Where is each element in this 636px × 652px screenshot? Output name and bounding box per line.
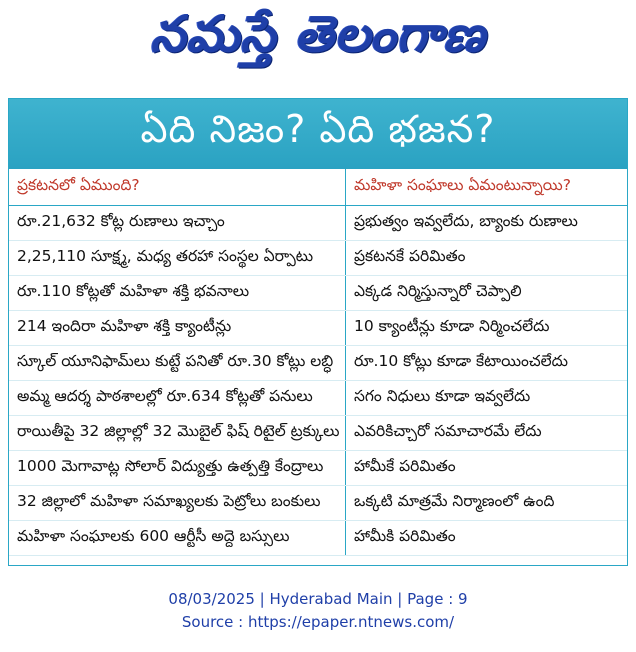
column-header-claims: ప్రకటనలో ఏముంది? — [9, 169, 346, 205]
comparison-table — [9, 169, 627, 556]
claim-cell: రూ.110 కోట్లతో మహిళా శక్తి భవనాలు — [9, 276, 346, 310]
response-cell: ప్రకటనకే పరిమితం — [354, 247, 466, 265]
response-cell: హామీకే పరిమితం — [354, 457, 456, 475]
table-row — [9, 451, 627, 486]
claim-cell: మహిళా సంఘాలకు 600 ఆర్టీసీ అద్దె బస్సులు — [9, 521, 346, 555]
response-cell: ఒక్కటి మాత్రమే నిర్మాణంలో ఉంది — [354, 492, 555, 510]
response-cell: హామీకి పరిమితం — [354, 527, 456, 545]
response-cell: ప్రభుత్వం ఇవ్వలేదు, బ్యాంకు రుణాలు — [354, 212, 578, 230]
table-row — [9, 346, 627, 381]
banner-title: ఏది నిజం? ఏది భజన? — [140, 107, 496, 151]
newspaper-logo: నమస్తే తెలంగాణ — [150, 4, 486, 63]
column-header-response: మహిళా సంఘాలు ఏమంటున్నాయి? — [354, 176, 571, 194]
table-row — [9, 381, 627, 416]
response-cell: రూ.10 కోట్లు కూడా కేటాయించలేదు — [354, 352, 568, 370]
claim-cell: 32 జిల్లాలో మహిళా సమాఖ్యలకు పెట్రోలు బంకులు — [9, 486, 346, 520]
claim-cell: 1000 మెగావాట్ల సోలార్ విద్యుత్తు ఉత్పత్తి కేంద్రాలు — [9, 451, 346, 485]
table-row — [9, 486, 627, 521]
masthead — [0, 0, 636, 80]
claim-cell: 2,25,110 సూక్ష్మ, మధ్య తరహా సంస్థల ఏర్పాటు — [9, 241, 346, 275]
response-cell: 10 క్యాంటీన్లు కూడా నిర్మించలేదు — [354, 317, 550, 335]
claim-cell: అమ్మ ఆదర్శ పాఠశాలల్లో రూ.634 కోట్లతో పనులు — [9, 381, 346, 415]
table-row — [9, 241, 627, 276]
table-row — [9, 311, 627, 346]
comparison-card — [8, 98, 628, 566]
table-body — [9, 206, 627, 556]
response-cell: సగం నిధులు కూడా ఇవ్వలేదు — [354, 387, 531, 405]
table-row — [9, 521, 627, 556]
banner — [9, 99, 627, 169]
table-row — [9, 276, 627, 311]
claim-cell: 214 ఇందిరా మహిళా శక్తి క్యాంటీన్లు — [9, 311, 346, 345]
footer-source: Source : https://epaper.ntnews.com/ — [181, 613, 455, 631]
footer-date-edition: 08/03/2025 | Hyderabad Main | Page : 9 — [168, 590, 468, 608]
claim-cell: స్కూల్ యూనిఫామ్‌లు కుట్టే పనితో రూ.30 కోట్లు లబ్ధి — [9, 346, 346, 380]
response-cell: ఎక్కడ నిర్మిస్తున్నారో చెప్పాలి — [354, 282, 522, 300]
table-row — [9, 416, 627, 451]
claim-cell: రూ.21,632 కోట్ల రుణాలు ఇచ్చాం — [9, 206, 346, 240]
claim-cell: రాయితీపై 32 జిల్లాల్లో 32 మొబైల్ ఫిష్ రిటైల్ ట్రక్కులు — [9, 416, 346, 450]
response-cell: ఎవరికిచ్చారో సమాచారమే లేదు — [354, 422, 542, 440]
table-row — [9, 206, 627, 241]
table-header-row — [9, 169, 627, 206]
